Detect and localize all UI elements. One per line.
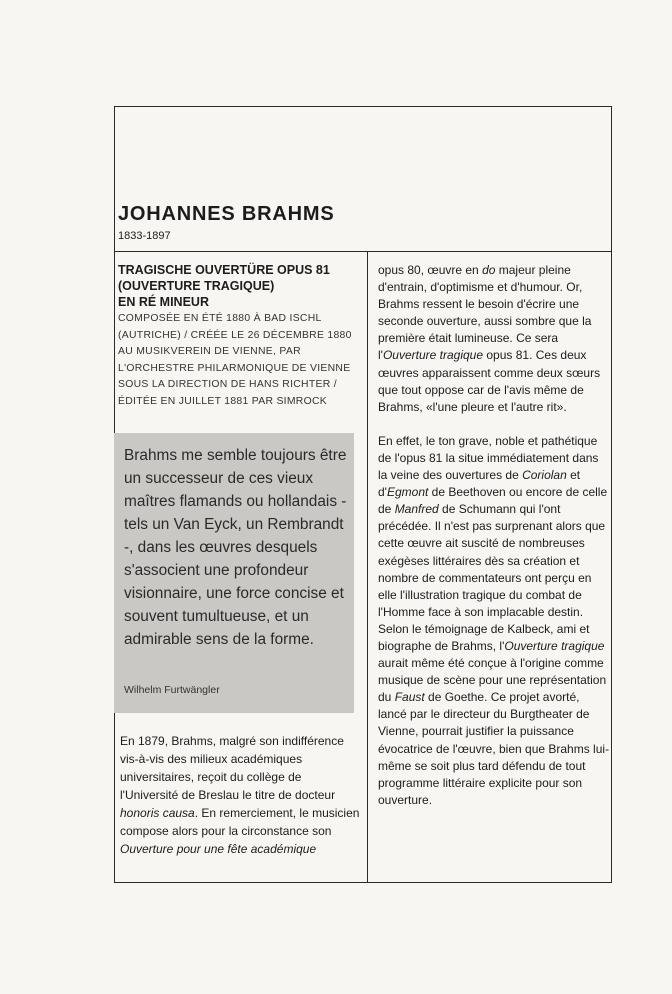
- work-title: [118, 262, 356, 310]
- rp2-c: de Beethoven ou encore de celle de: [378, 485, 608, 517]
- rp1-em2: Ouverture tragique: [382, 348, 484, 363]
- rp2-f: de Goethe. Ce projet avorté, lancé par le directeur du Burgtheater de Vienne, pourrait justifier la puissance évocatrice de l'œuvre, bien que Brahms lui-même se soit plus tard défendu de tout programme littéraire explicite pour son ouverture.: [378, 690, 610, 807]
- rp1-c: opus 81. Ces deux œuvres apparaissent comme deux sœurs que tout oppose car de l'avis même de Brahms, «l'une pleure et l'autre rit».: [378, 348, 601, 414]
- rp2-em2: Egmont: [386, 485, 429, 500]
- rp2-a: En effet, le ton grave, noble et pathétique de l'opus 81 la situe immédiatement dans la veine des ouvertures de: [378, 433, 599, 483]
- left-body-part1: En 1879, Brahms, malgré son indifférence vis-à-vis des milieux académiques universitaires, reçoit du collège de l'Université de Breslau le titre de docteur: [120, 734, 344, 802]
- work-header: [118, 262, 356, 410]
- watermark: [40, 514, 87, 607]
- left-body-em2: Ouverture pour une fête académique: [120, 842, 317, 856]
- rp2-em3: Manfred: [394, 502, 439, 517]
- work-title-line1: TRAGISCHE OUVERTÜRE OPUS 81: [118, 263, 330, 277]
- composer-name: JOHANNES BRAHMS: [118, 203, 335, 225]
- work-info: COMPOSÉE EN ÉTÉ 1880 À BAD ISCHL (AUTRICHE) / CRÉÉE LE 26 DÉCEMBRE 1880 AU MUSIKVEREIN DE VIENNE, PAR L'ORCHESTRE PHILARMONIQUE DE VIENNE SOUS LA DIRECTION DE HANS RICHTER / ÉDITÉE EN JUILLET 1881 PAR SIMROCK: [118, 313, 352, 407]
- left-body-part2: . En remerciement, le musicien compose alors pour la circonstance son: [120, 806, 360, 838]
- right-paragraph-2: [378, 433, 610, 809]
- rp2-em5: Faust: [394, 690, 425, 705]
- rp2-em1: Coriolan: [522, 468, 567, 483]
- left-body-text: [120, 732, 360, 858]
- rp2-d: de Schumann qui l'ont précédée. Il n'est pas surprenant alors que cette œuvre ait suscité de nombreuses exégèses littéraires dès sa création et nombre de commentateurs ont perçu en elle l'illustration tragique du combat de l'Homme face à son implacable destin. Selon le témoignage de Kalbeck, ami et biographe de Brahms, l': [378, 502, 606, 653]
- rp1-em1: do: [482, 263, 496, 277]
- quote-text: Brahms me semble toujours être un successeur de ces vieux maîtres flamands ou hollandais - tels un Van Eyck, un Rembrandt -, dans les œuvres desquels s'associent une profondeur visionnaire, une force concise et souvent tumultueuse, et un admirable sens de la forme.: [124, 447, 347, 648]
- rp1-b: majeur pleine d'entrain, d'optimisme et d'humour. Or, Brahms ressent le besoin d'écrire une seconde ouverture, aussi sombre que la première était lumineuse. Ce sera l': [378, 263, 592, 363]
- work-title-line3: EN RÉ MINEUR: [118, 295, 209, 309]
- right-paragraph-1: [378, 262, 610, 416]
- column-divider: [367, 251, 368, 883]
- right-body-text: [378, 262, 610, 809]
- header-divider: [114, 251, 612, 252]
- left-body-em1: honoris causa: [120, 806, 195, 820]
- work-title-line2: (OUVERTURE TRAGIQUE): [118, 279, 275, 293]
- composer-dates: 1833-1897: [118, 230, 171, 242]
- rp2-e: aurait même été conçue à l'origine comme musique de scène pour une représentation du: [378, 656, 607, 705]
- quote-author: Wilhelm Furtwängler: [124, 684, 220, 696]
- rp2-em4: Ouverture tragique: [504, 638, 605, 653]
- rp2-b: et d': [378, 468, 581, 500]
- rp1-a: opus 80, œuvre en: [378, 263, 483, 277]
